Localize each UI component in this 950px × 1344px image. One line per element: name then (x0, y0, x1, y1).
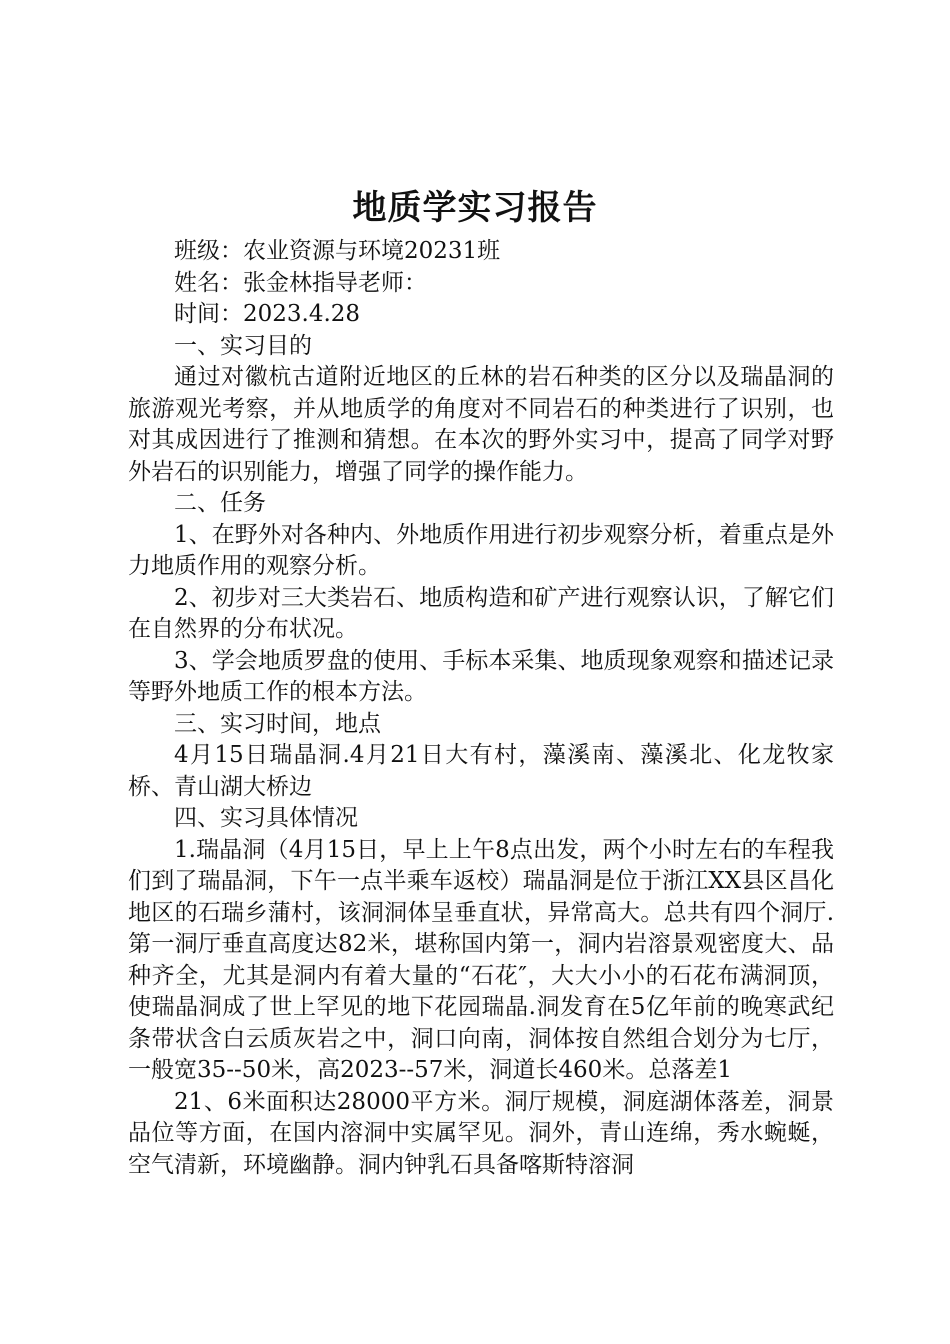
task-item-3: 3、学会地质罗盘的使用、手标本采集、地质现象观察和描述记录等野外地质工作的根本方法。 (128, 647, 834, 705)
details-paragraph-2: 21、6米面积达28000平方米。洞厅规模，洞庭湖体落差，洞景品位等方面，在国内溶洞中实属罕见。洞外，青山连绵，秀水蜿蜒，空气清新，环境幽静。洞内钟乳石具备喀斯特溶洞 (128, 1088, 834, 1178)
section-heading-tasks: 二、任务 (174, 490, 266, 516)
time-place-paragraph: 4月15日瑞晶洞.4月21日大有村，藻溪南、藻溪北、化龙牧家桥、青山湖大桥边 (128, 742, 834, 800)
section-heading-details: 四、实习具体情况 (174, 805, 358, 831)
class-line: 班级：农业资源与环境20231班 (174, 238, 501, 264)
task-item-1: 1、在野外对各种内、外地质作用进行初步观察分析，着重点是外力地质作用的观察分析。 (128, 521, 834, 579)
date-line: 时间：2023.4.28 (174, 301, 361, 327)
task-item-2: 2、初步对三大类岩石、地质构造和矿产进行观察认识，了解它们在自然界的分布状况。 (128, 584, 834, 642)
document-body (128, 236, 834, 1181)
section-heading-purpose: 一、实习目的 (174, 332, 312, 359)
name-line: 姓名：张金林指导老师： (174, 269, 427, 296)
document-title: 地质学实习报告 (352, 188, 598, 228)
purpose-paragraph: 通过对徽杭古道附近地区的丘林的岩石种类的区分以及瑞晶洞的旅游观光考察，并从地质学的角度对不同岩石的种类进行了识别，也对其成因进行了推测和猜想。在本次的野外实习中，提高了同学对野外岩石的识别能力，增强了同学的操作能力。 (128, 364, 834, 485)
details-paragraph-1: 1.瑞晶洞（4月15日，早上上午8点出发，两个小时左右的车程我们到了瑞晶洞，下午一点半乘车返校）瑞晶洞是位于浙江XX县区昌化地区的石瑞乡蒲村，该洞洞体呈垂直状，异常高大。总共有四个洞厅.第一洞厅垂直高度达82米，堪称国内第一，洞内岩溶景观密度大、品种齐全，尤其是洞内有着大量的“石花″，大大小小的石花布满洞顶，使瑞晶洞成了世上罕见的地下花园瑞晶.洞发育在5亿年前的晚寒武纪条带状含白云质灰岩之中，洞口向南，洞体按自然组合划分为七厅，一般宽35--50米，高2023--57米，洞道长460米。总落差1 (128, 836, 834, 1083)
section-heading-time-place: 三、实习时间，地点 (174, 710, 381, 737)
